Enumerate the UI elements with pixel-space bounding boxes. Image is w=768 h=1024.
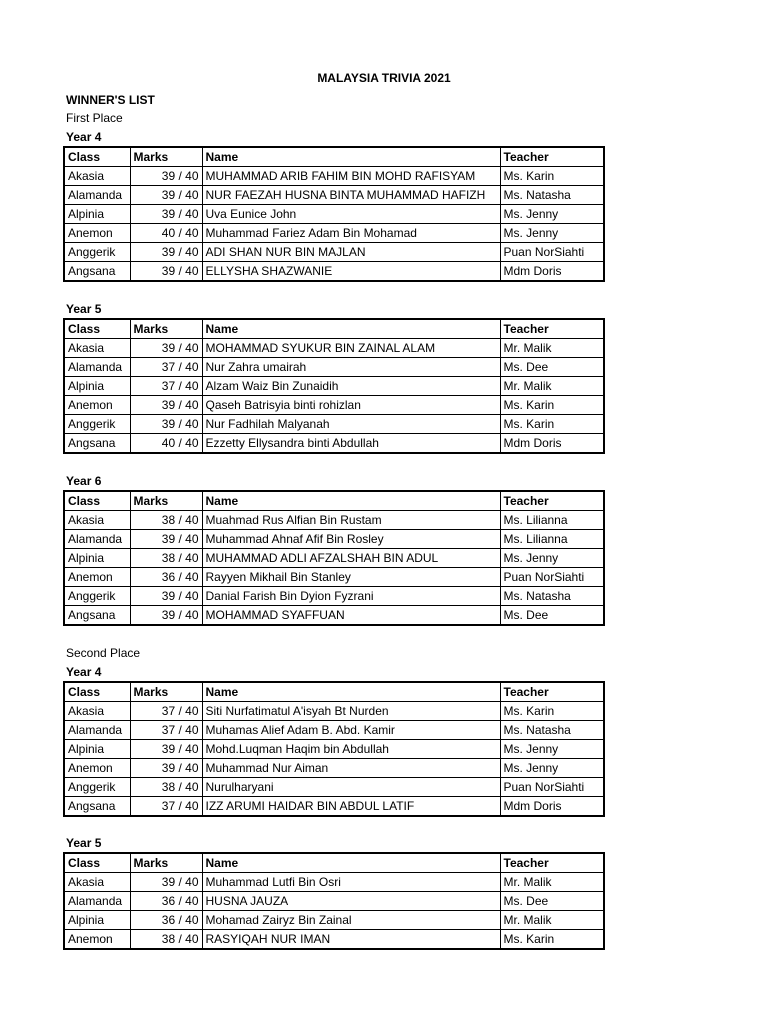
name-cell: ADI SHAN NUR BIN MAJLAN: [202, 243, 500, 262]
marks-cell: 36 / 40: [130, 892, 202, 911]
marks-cell: 36 / 40: [130, 911, 202, 930]
name-cell: Muhammad Fariez Adam Bin Mohamad: [202, 224, 500, 243]
table-header-row: [64, 682, 604, 702]
class-cell: Anemon: [64, 396, 130, 415]
name-cell: Mohamad Zairyz Bin Zainal: [202, 911, 500, 930]
name-cell: MOHAMMAD SYUKUR BIN ZAINAL ALAM: [202, 339, 500, 358]
class-cell: Akasia: [64, 702, 130, 721]
year-heading: Year 5: [66, 836, 102, 850]
name-cell: HUSNA JAUZA: [202, 892, 500, 911]
name-cell: Mohd.Luqman Haqim bin Abdullah: [202, 740, 500, 759]
teacher-cell: Ms. Lilianna: [500, 511, 604, 530]
class-cell: Anggerik: [64, 778, 130, 797]
marks-cell: 40 / 40: [130, 224, 202, 243]
class-cell: Anggerik: [64, 243, 130, 262]
teacher-cell: Ms. Jenny: [500, 224, 604, 243]
class-cell: Alpinia: [64, 549, 130, 568]
table-header-row: [64, 147, 604, 167]
table-row: [64, 511, 604, 530]
class-cell: Akasia: [64, 873, 130, 892]
column-header: Teacher: [500, 491, 604, 511]
name-cell: Nur Zahra umairah: [202, 358, 500, 377]
marks-cell: 36 / 40: [130, 568, 202, 587]
marks-cell: 37 / 40: [130, 377, 202, 396]
column-header: Class: [64, 682, 130, 702]
class-cell: Alpinia: [64, 740, 130, 759]
teacher-cell: Ms. Karin: [500, 415, 604, 434]
class-cell: Akasia: [64, 167, 130, 186]
teacher-cell: Ms. Jenny: [500, 205, 604, 224]
teacher-cell: Ms. Dee: [500, 606, 604, 626]
name-cell: Ezzetty Ellysandra binti Abdullah: [202, 434, 500, 454]
table-row: [64, 434, 604, 454]
teacher-cell: Mdm Doris: [500, 434, 604, 454]
marks-cell: 37 / 40: [130, 358, 202, 377]
name-cell: Muhamas Alief Adam B. Abd. Kamir: [202, 721, 500, 740]
teacher-cell: Ms. Karin: [500, 702, 604, 721]
teacher-cell: Mr. Malik: [500, 911, 604, 930]
marks-cell: 37 / 40: [130, 721, 202, 740]
column-header: Teacher: [500, 319, 604, 339]
column-header: Class: [64, 319, 130, 339]
teacher-cell: Puan NorSiahti: [500, 778, 604, 797]
table-row: [64, 358, 604, 377]
teacher-cell: Puan NorSiahti: [500, 243, 604, 262]
marks-cell: 40 / 40: [130, 434, 202, 454]
table-row: [64, 721, 604, 740]
table-row: [64, 415, 604, 434]
teacher-cell: Mdm Doris: [500, 262, 604, 282]
teacher-cell: Ms. Karin: [500, 930, 604, 950]
class-cell: Angsana: [64, 434, 130, 454]
class-cell: Alamanda: [64, 186, 130, 205]
marks-cell: 39 / 40: [130, 873, 202, 892]
name-cell: IZZ ARUMI HAIDAR BIN ABDUL LATIF: [202, 797, 500, 817]
table-row: [64, 396, 604, 415]
column-header: Marks: [130, 682, 202, 702]
table-row: [64, 205, 604, 224]
class-cell: Akasia: [64, 339, 130, 358]
marks-cell: 37 / 40: [130, 702, 202, 721]
name-cell: Muahmad Rus Alfian Bin Rustam: [202, 511, 500, 530]
name-cell: Siti Nurfatimatul A'isyah Bt Nurden: [202, 702, 500, 721]
table-row: [64, 167, 604, 186]
year-heading: Year 4: [66, 130, 102, 144]
column-header: Class: [64, 853, 130, 873]
name-cell: Danial Farish Bin Dyion Fyzrani: [202, 587, 500, 606]
teacher-cell: Ms. Natasha: [500, 721, 604, 740]
marks-cell: 39 / 40: [130, 339, 202, 358]
class-cell: Angsana: [64, 797, 130, 817]
name-cell: Nur Fadhilah Malyanah: [202, 415, 500, 434]
class-cell: Alamanda: [64, 530, 130, 549]
name-cell: Muhammad Nur Aiman: [202, 759, 500, 778]
class-cell: Alamanda: [64, 721, 130, 740]
table-row: [64, 873, 604, 892]
marks-cell: 39 / 40: [130, 167, 202, 186]
marks-cell: 39 / 40: [130, 243, 202, 262]
marks-cell: 39 / 40: [130, 740, 202, 759]
table-row: [64, 778, 604, 797]
column-header: Marks: [130, 319, 202, 339]
table-row: [64, 911, 604, 930]
table-header-row: [64, 491, 604, 511]
teacher-cell: Ms. Jenny: [500, 549, 604, 568]
name-cell: Alzam Waiz Bin Zunaidih: [202, 377, 500, 396]
column-header: Name: [202, 853, 500, 873]
class-cell: Alpinia: [64, 205, 130, 224]
table-row: [64, 740, 604, 759]
table-row: [64, 892, 604, 911]
marks-cell: 39 / 40: [130, 587, 202, 606]
marks-cell: 39 / 40: [130, 396, 202, 415]
winners-table: [63, 681, 605, 817]
marks-cell: 39 / 40: [130, 415, 202, 434]
marks-cell: 39 / 40: [130, 262, 202, 282]
teacher-cell: Ms. Dee: [500, 892, 604, 911]
teacher-cell: Mr. Malik: [500, 377, 604, 396]
class-cell: Anemon: [64, 930, 130, 950]
name-cell: ELLYSHA SHAZWANIE: [202, 262, 500, 282]
column-header: Name: [202, 319, 500, 339]
winners-table: [63, 490, 605, 626]
teacher-cell: Ms. Lilianna: [500, 530, 604, 549]
document-title: MALAYSIA TRIVIA 2021: [317, 71, 451, 85]
column-header: Name: [202, 147, 500, 167]
name-cell: MOHAMMAD SYAFFUAN: [202, 606, 500, 626]
class-cell: Anggerik: [64, 587, 130, 606]
year-heading: Year 6: [66, 474, 102, 488]
marks-cell: 38 / 40: [130, 778, 202, 797]
name-cell: RASYIQAH NUR IMAN: [202, 930, 500, 950]
name-cell: MUHAMMAD ADLI AFZALSHAH BIN ADUL: [202, 549, 500, 568]
column-header: Marks: [130, 853, 202, 873]
column-header: Teacher: [500, 682, 604, 702]
winners-table: [63, 318, 605, 454]
table-row: [64, 549, 604, 568]
table-row: [64, 186, 604, 205]
class-cell: Alpinia: [64, 377, 130, 396]
teacher-cell: Ms. Natasha: [500, 186, 604, 205]
name-cell: Muhammad Lutfi Bin Osri: [202, 873, 500, 892]
place-heading: Second Place: [66, 646, 141, 660]
name-cell: Rayyen Mikhail Bin Stanley: [202, 568, 500, 587]
marks-cell: 38 / 40: [130, 930, 202, 950]
winners-table: [63, 146, 605, 282]
marks-cell: 39 / 40: [130, 205, 202, 224]
table-row: [64, 702, 604, 721]
table-row: [64, 377, 604, 396]
class-cell: Anemon: [64, 224, 130, 243]
class-cell: Alamanda: [64, 358, 130, 377]
marks-cell: 39 / 40: [130, 759, 202, 778]
column-header: Name: [202, 682, 500, 702]
name-cell: NUR FAEZAH HUSNA BINTA MUHAMMAD HAFIZH: [202, 186, 500, 205]
table-row: [64, 587, 604, 606]
marks-cell: 39 / 40: [130, 606, 202, 626]
class-cell: Akasia: [64, 511, 130, 530]
year-heading: Year 5: [66, 302, 102, 316]
class-cell: Angsana: [64, 262, 130, 282]
place-heading: First Place: [66, 111, 123, 125]
teacher-cell: Puan NorSiahti: [500, 568, 604, 587]
class-cell: Anemon: [64, 759, 130, 778]
teacher-cell: Ms. Jenny: [500, 759, 604, 778]
table-row: [64, 262, 604, 282]
table-row: [64, 339, 604, 358]
column-header: Teacher: [500, 853, 604, 873]
column-header: Name: [202, 491, 500, 511]
table-row: [64, 568, 604, 587]
class-cell: Anemon: [64, 568, 130, 587]
teacher-cell: Ms. Dee: [500, 358, 604, 377]
name-cell: Uva Eunice John: [202, 205, 500, 224]
teacher-cell: Mr. Malik: [500, 873, 604, 892]
table-row: [64, 797, 604, 817]
column-header: Teacher: [500, 147, 604, 167]
table-row: [64, 759, 604, 778]
marks-cell: 38 / 40: [130, 511, 202, 530]
name-cell: MUHAMMAD ARIB FAHIM BIN MOHD RAFISYAM: [202, 167, 500, 186]
table-header-row: [64, 853, 604, 873]
teacher-cell: Ms. Jenny: [500, 740, 604, 759]
name-cell: Muhammad Ahnaf Afif Bin Rosley: [202, 530, 500, 549]
table-row: [64, 930, 604, 950]
marks-cell: 38 / 40: [130, 549, 202, 568]
teacher-cell: Ms. Natasha: [500, 587, 604, 606]
marks-cell: 39 / 40: [130, 186, 202, 205]
name-cell: Qaseh Batrisyia binti rohizlan: [202, 396, 500, 415]
table-row: [64, 606, 604, 626]
winners-table: [63, 852, 605, 950]
teacher-cell: Ms. Karin: [500, 396, 604, 415]
teacher-cell: Ms. Karin: [500, 167, 604, 186]
marks-cell: 37 / 40: [130, 797, 202, 817]
teacher-cell: Mdm Doris: [500, 797, 604, 817]
column-header: Class: [64, 491, 130, 511]
class-cell: Alamanda: [64, 892, 130, 911]
table-row: [64, 224, 604, 243]
table-row: [64, 243, 604, 262]
column-header: Marks: [130, 147, 202, 167]
winners-list-heading: WINNER'S LIST: [66, 93, 155, 107]
column-header: Marks: [130, 491, 202, 511]
class-cell: Anggerik: [64, 415, 130, 434]
class-cell: Angsana: [64, 606, 130, 626]
table-row: [64, 530, 604, 549]
name-cell: Nurulharyani: [202, 778, 500, 797]
column-header: Class: [64, 147, 130, 167]
marks-cell: 39 / 40: [130, 530, 202, 549]
class-cell: Alpinia: [64, 911, 130, 930]
table-header-row: [64, 319, 604, 339]
year-heading: Year 4: [66, 665, 102, 679]
teacher-cell: Mr. Malik: [500, 339, 604, 358]
